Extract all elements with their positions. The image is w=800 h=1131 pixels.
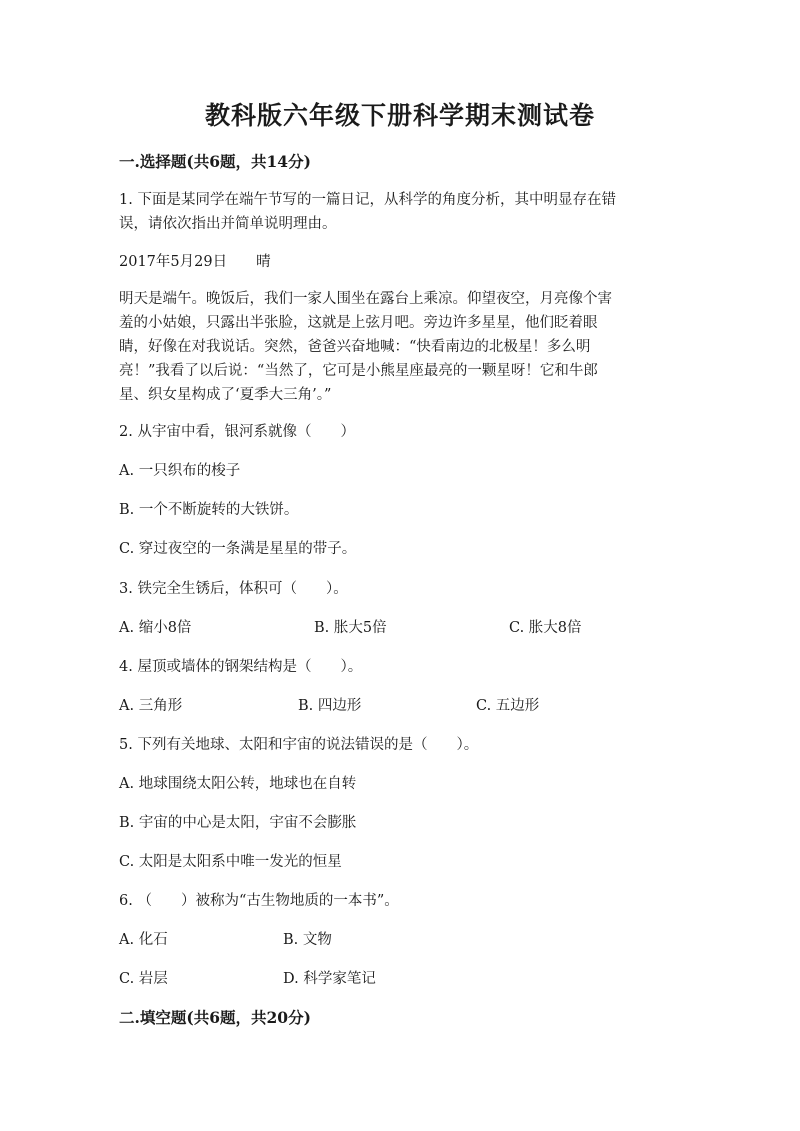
- question-4-option-b: B. 四边形: [298, 698, 362, 714]
- question-2-stem: 2. 从宇宙中看，银河系就像（ ）: [119, 424, 355, 440]
- diary-line-4: 亮！”我看了以后说：“当然了，它可是小熊星座最亮的一颗星呀！它和牛郎: [119, 363, 598, 379]
- question-3-option-a: A. 缩小8倍: [119, 620, 192, 636]
- section-heading-choice: 一.选择题(共6题，共14分): [119, 152, 311, 171]
- question-6-option-a: A. 化石: [119, 932, 168, 948]
- question-5-stem: 5. 下列有关地球、太阳和宇宙的说法错误的是（ ）。: [119, 737, 479, 753]
- question-6-option-c: C. 岩层: [119, 971, 168, 987]
- page-title: 教科版六年级下册科学期末测试卷: [204, 101, 595, 130]
- question-4-stem: 4. 屋顶或墙体的钢架结构是（ ）。: [119, 659, 363, 675]
- question-3-option-c: C. 胀大8倍: [509, 620, 582, 636]
- question-5-option-b: B. 宇宙的中心是太阳，宇宙不会膨胀: [119, 815, 357, 831]
- question-6-option-b: B. 文物: [283, 932, 332, 948]
- question-3-option-b: B. 胀大5倍: [314, 620, 387, 636]
- diary-date-line: 2017年5月29日 晴: [119, 254, 271, 270]
- question-5-option-a: A. 地球围绕太阳公转，地球也在自转: [119, 776, 357, 792]
- diary-line-5: 星、织女星构成了‘夏季大三角’。”: [119, 387, 332, 403]
- question-2-option-c: C. 穿过夜空的一条满是星星的带子。: [119, 541, 357, 557]
- question-1-line-1: 1. 下面是某同学在端午节写的一篇日记，从科学的角度分析，其中明显存在错: [119, 192, 616, 208]
- question-5-option-c: C. 太阳是太阳系中唯一发光的恒星: [119, 854, 342, 870]
- question-4-option-c: C. 五边形: [476, 698, 540, 714]
- question-3-stem: 3. 铁完全生锈后，体积可（ ）。: [119, 581, 348, 597]
- diary-line-1: 明天是端午。晚饭后，我们一家人围坐在露台上乘凉。仰望夜空，月亮像个害: [119, 291, 612, 307]
- question-4-option-a: A. 三角形: [119, 698, 183, 714]
- question-2-option-b: B. 一个不断旋转的大铁饼。: [119, 502, 299, 518]
- question-2-option-a: A. 一只织布的梭子: [119, 463, 241, 479]
- section-heading-fill-blank: 二.填空题(共6题，共20分): [119, 1008, 311, 1027]
- diary-line-2: 羞的小姑娘，只露出半张脸，这就是上弦月吧。旁边许多星星，他们眨着眼: [119, 315, 598, 331]
- question-6-stem: 6. （ ）被称为“古生物地质的一本书”。: [119, 893, 399, 909]
- question-6-option-d: D. 科学家笔记: [283, 971, 376, 987]
- question-1-line-2: 误，请依次指出并简单说明理由。: [119, 216, 337, 232]
- diary-line-3: 睛，好像在对我说话。突然，爸爸兴奋地喊：“快看南边的北极星！多么明: [119, 339, 591, 355]
